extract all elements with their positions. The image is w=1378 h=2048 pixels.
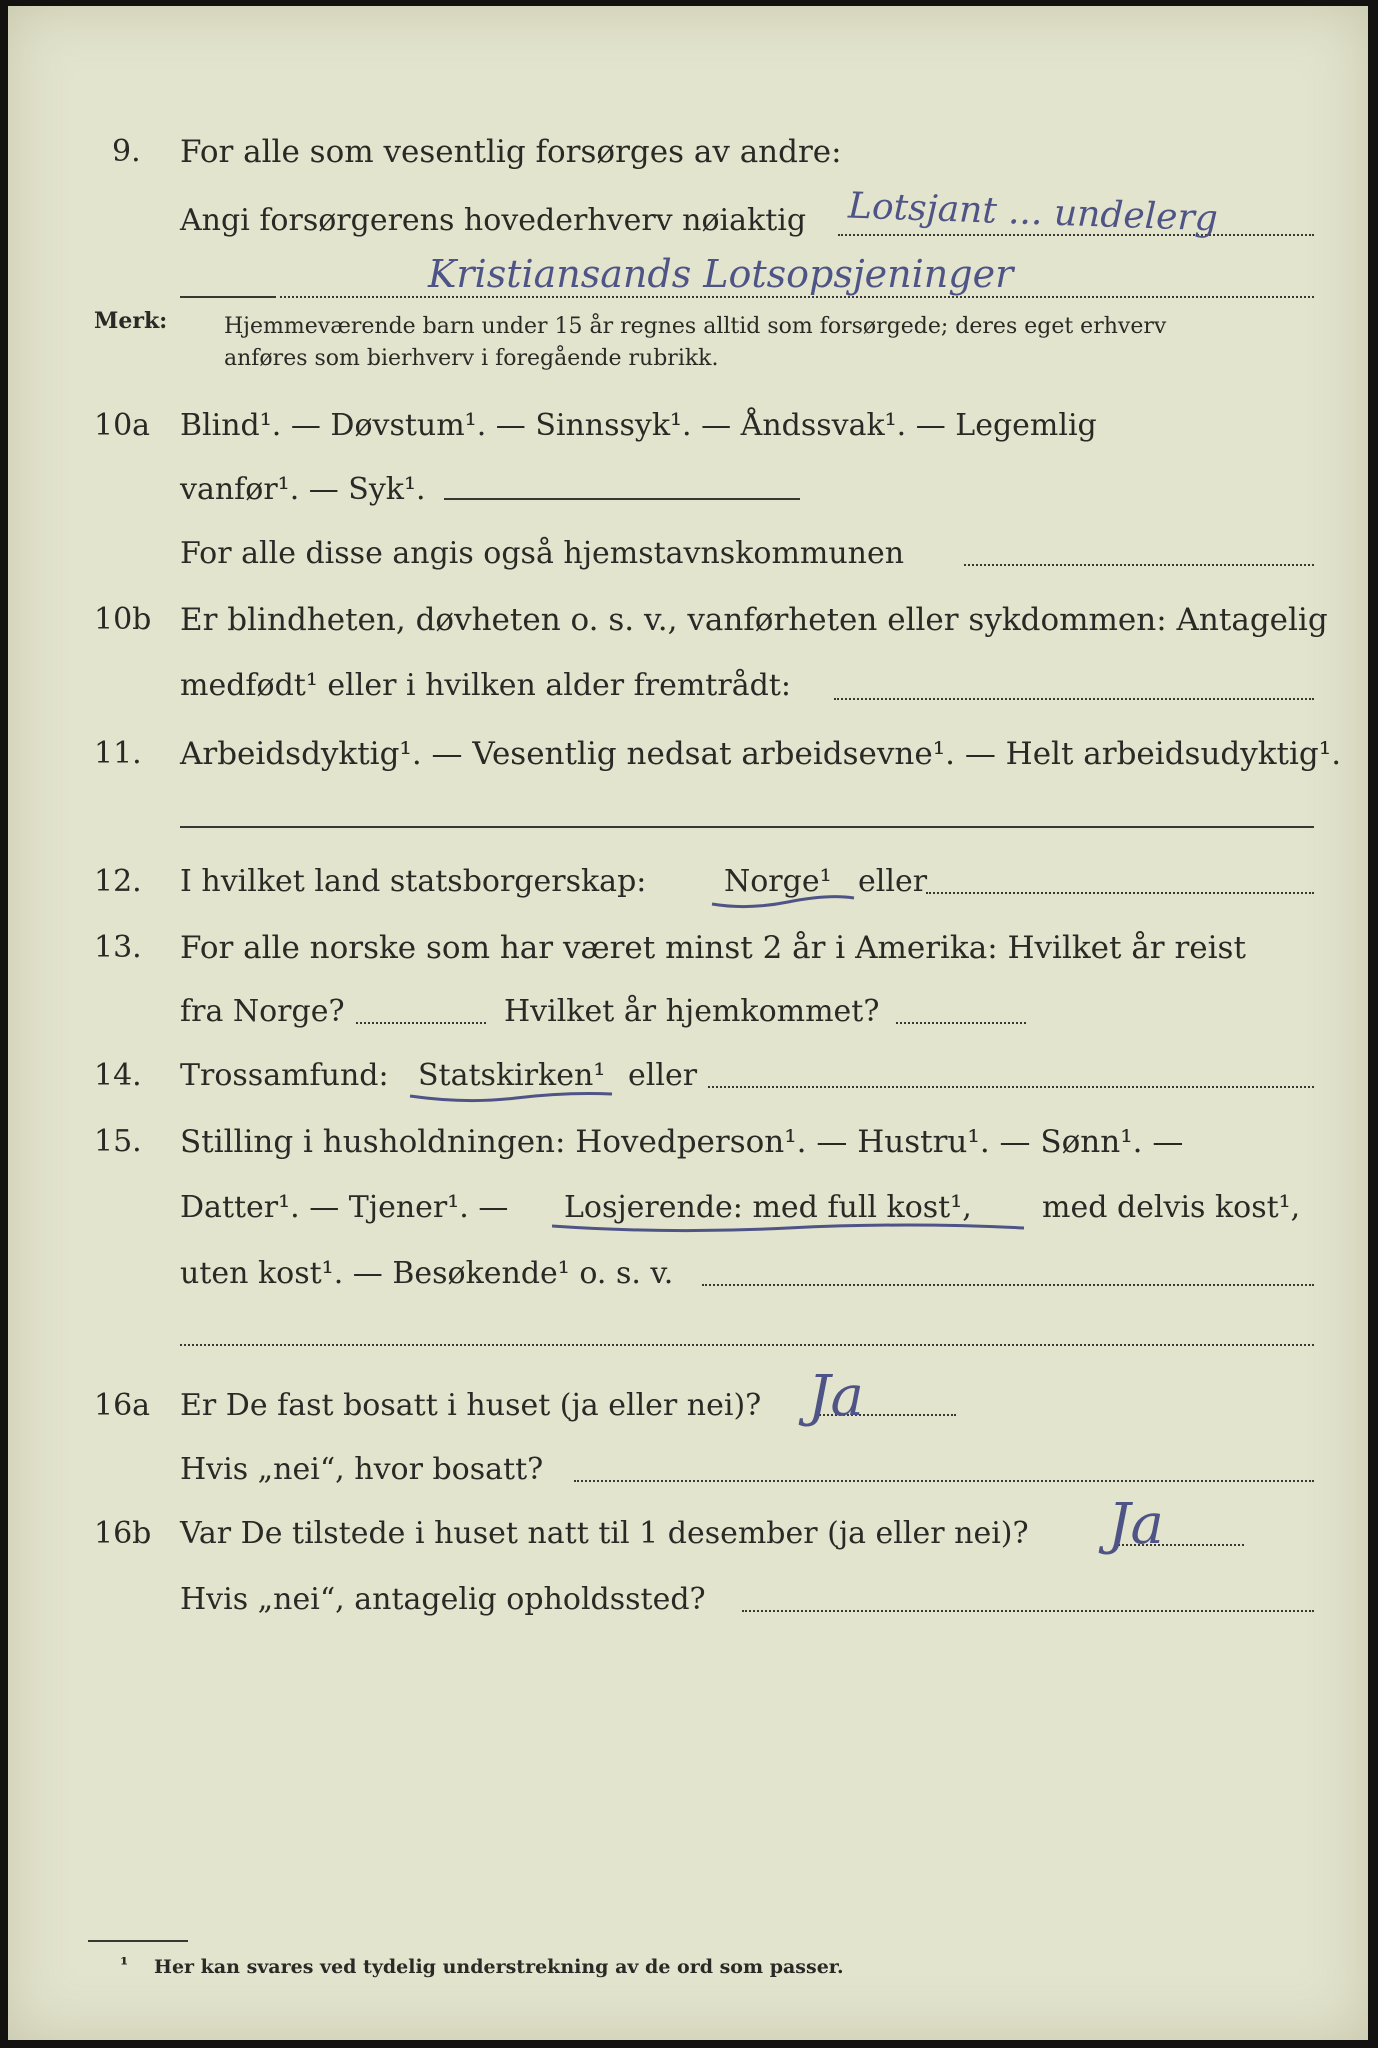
q16b-line1: Var De tilstede i huset natt til 1 desember (ja eller nei)? — [180, 1516, 1029, 1551]
q12-number: 12. — [94, 864, 142, 899]
q9-handwritten-answer2: Kristiansands Lotsopsjeninger — [428, 252, 1014, 296]
q10b-line2: medfødt¹ eller i hvilken alder fremtrådt: — [180, 668, 791, 703]
q15-choice-losjerende: Losjerende: med full kost¹, — [564, 1190, 972, 1225]
q10a-line2: vanfør¹. — Syk¹. — [180, 472, 426, 507]
q15-line1: Stilling i husholdningen: Hovedperson¹. — Hustru¹. — Sønn¹. — — [180, 1124, 1184, 1160]
q10b-line1: Er blindheten, døvheten o. s. v., vanførheten eller sykdommen: Antagelig — [180, 602, 1328, 638]
q15-line2a: Datter¹. — Tjener¹. — — [180, 1190, 509, 1225]
q16a-residence-field — [574, 1480, 1314, 1482]
q14-handwritten-underline — [406, 1084, 616, 1106]
q11-number: 11. — [94, 736, 142, 771]
footnote-separator — [88, 1940, 188, 1942]
q14-tail: eller — [628, 1058, 698, 1093]
merk-label: Merk: — [94, 308, 168, 334]
q13-year-returned-field — [896, 1022, 1026, 1024]
merk-line1: Hjemmeværende barn under 15 år regnes alltid som forsørgede; deres eget erhverv — [224, 314, 1167, 339]
q16b-line2: Hvis „nei“, antagelig opholdssted? — [180, 1582, 706, 1617]
q12-choice-norge: Norge¹ — [724, 864, 832, 899]
census-form-page — [8, 6, 1368, 2040]
q11-line1: Arbeidsdyktig¹. — Vesentlig nedsat arbeidsevne¹. — Helt arbeidsudyktig¹. — [180, 736, 1342, 772]
q14-text: Trossamfund: — [180, 1058, 389, 1093]
q10a-home-municipality-field — [964, 564, 1314, 566]
q15-extra-rule — [180, 1344, 1314, 1346]
q14-other-faith-field — [708, 1086, 1314, 1088]
q13-line1: For alle norske som har været minst 2 år i Amerika: Hvilket år reist — [180, 930, 1246, 966]
footnote-mark: ¹ — [120, 1954, 129, 1976]
q13-line2b: Hvilket år hjemkommet? — [504, 994, 880, 1029]
q15-number: 15. — [94, 1124, 142, 1159]
footnote-text: Her kan svares ved tydelig understrekning av de ord som passer. — [154, 1956, 844, 1978]
q10a-line3: For alle disse angis også hjemstavnskommunen — [180, 536, 905, 571]
q12-tail: eller — [858, 864, 928, 899]
q15-line2c: med delvis kost¹, — [1042, 1190, 1301, 1225]
q9-number: 9. — [112, 134, 141, 169]
q9-answer-line2 — [280, 296, 1314, 298]
q12-handwritten-underline — [708, 890, 858, 912]
q14-number: 14. — [94, 1058, 142, 1093]
q16b-whereabouts-field — [742, 1610, 1314, 1612]
q16a-handwritten-answer: Ja — [808, 1364, 864, 1429]
q9-answer-start-rule — [180, 296, 276, 298]
q12-text: I hvilket land statsborgerskap: — [180, 864, 647, 899]
q9-handwritten-answer1: Lotsjant ... undelerg — [847, 185, 1219, 240]
q16a-line2: Hvis „nei“, hvor bosatt? — [180, 1452, 544, 1487]
q15-line3: uten kost¹. — Besøkende¹ o. s. v. — [180, 1256, 674, 1291]
q11-answer-rule — [180, 826, 1314, 828]
q15-other-position-field — [702, 1284, 1314, 1286]
merk-line2: anføres som bierhverv i foregående rubrikk. — [224, 346, 719, 371]
q10a-illness-field — [444, 498, 800, 500]
q10b-number: 10b — [94, 602, 152, 637]
q12-other-country-field — [926, 892, 1314, 894]
q9-line1: For alle som vesentlig forsørges av andre: — [180, 134, 842, 170]
q16a-number: 16a — [94, 1388, 151, 1423]
q10a-line1: Blind¹. — Døvstum¹. — Sinnssyk¹. — Åndssvak¹. — Legemlig — [180, 408, 1097, 443]
q10b-age-field — [834, 698, 1314, 700]
q9-line2: Angi forsørgerens hovederhverv nøiaktig — [180, 203, 807, 238]
q16a-line1: Er De fast bosatt i huset (ja eller nei)? — [180, 1388, 762, 1423]
q16b-handwritten-answer: Ja — [1108, 1492, 1164, 1557]
q10a-number: 10a — [94, 408, 151, 443]
q13-number: 13. — [94, 930, 142, 965]
q16b-number: 16b — [94, 1516, 152, 1551]
q14-choice-statskirken: Statskirken¹ — [418, 1058, 606, 1093]
q13-year-left-field — [356, 1022, 486, 1024]
q13-line2a: fra Norge? — [180, 994, 345, 1029]
q15-handwritten-underline — [548, 1216, 1028, 1238]
